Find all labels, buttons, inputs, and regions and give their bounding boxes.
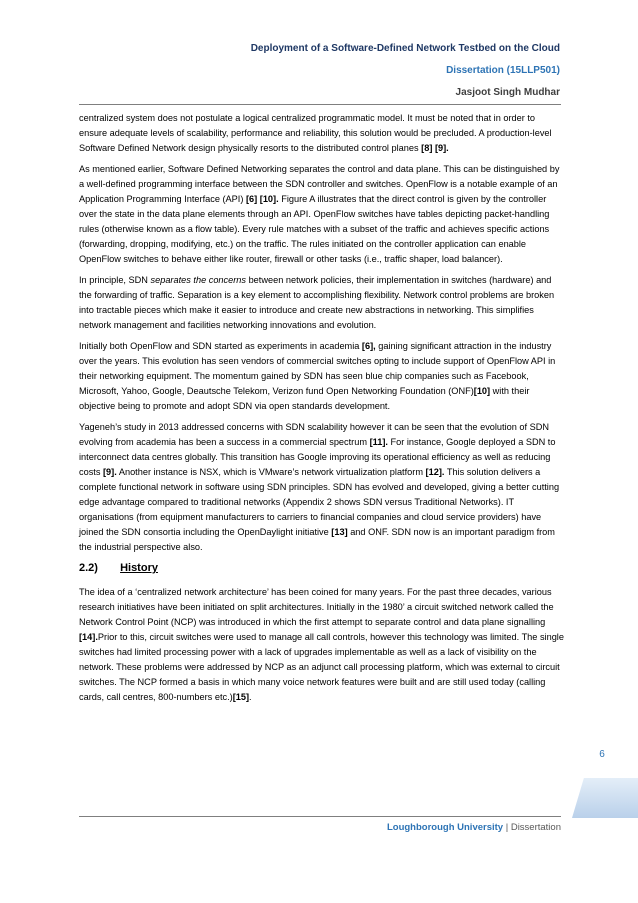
- citation-ref: [8] [9].: [421, 143, 449, 153]
- body-paragraph: [79, 420, 564, 555]
- footer-document-type: Dissertation: [510, 822, 561, 833]
- page-number: 6: [599, 749, 605, 760]
- footer: [0, 822, 561, 833]
- page-corner-tab: [572, 778, 638, 818]
- body-paragraph: [79, 162, 564, 267]
- citation-ref: [14].: [79, 632, 98, 642]
- section-title: History: [120, 562, 158, 574]
- text-run: .: [249, 692, 252, 702]
- citation-ref: [6] [10].: [245, 194, 279, 204]
- citation-ref: [9].: [103, 467, 117, 477]
- history-paragraph: [79, 585, 564, 705]
- text-run: For instance, Google deployed a SDN to interconnect data centres globally. This transition has Google improving its operational efficiency as well as reducing costs: [79, 437, 556, 477]
- header-course-code: Dissertation (15LLP501): [446, 65, 560, 76]
- text-run: centralized system does not postulate a logical centralized programmatic model. It must be noted that in order to ensure adequate levels of scalability, performance and reliability, this solution would be precluded. A production-level Software Defined Network design physically resorts to the distributed control planes: [79, 113, 552, 153]
- text-run: This solution delivers a complete functional network in software using SDN principles. SDN has evolved and developed, giving a better cutting edge advantage compared to traditional networks (Appendix 2 shows SDN versus Traditional Networks). IT organisations (from equipment manufacturers to carriers to financial companies and cloud service providers) have joined the SDN consortia including the OpenDaylight initiative: [79, 467, 560, 537]
- text-run: Yageneh’s study in 2013 addressed concerns with SDN scalability however it can be seen that the evolution of SDN evolving from academia has been a success in a commercial spectrum: [79, 422, 550, 447]
- header-rule: [79, 104, 561, 105]
- text-run: As mentioned earlier, Software Defined Networking separates the control and data plane. This can be distinguished by a well-defined programming interface between the SDN controller and switches. OpenFlow is a notable example of an Application Programming Interface (API): [79, 164, 560, 204]
- text-run: The idea of a ‘centralized network architecture’ has been coined for many years. For the past three decades, various research initiatives have been initiated on split architectures. Initially in the 1980’ a circuit switched network called the Network Control Point (NCP) was introduced in which the first attempt to separate control and data plane signalling: [79, 587, 554, 627]
- text-run: Initially both OpenFlow and SDN started as experiments in academia: [79, 341, 362, 351]
- text-run: Another instance is NSX, which is VMware’s network virtualization platform: [116, 467, 426, 477]
- page-body: [79, 111, 564, 711]
- header-title: Deployment of a Software-Defined Network Testbed on the Cloud: [250, 43, 560, 54]
- emphasis-text: separates the concerns: [150, 275, 247, 285]
- body-paragraph: [79, 339, 564, 414]
- citation-ref: [10]: [473, 386, 491, 396]
- header-author: Jasjoot Singh Mudhar: [455, 87, 560, 98]
- footer-separator: |: [503, 822, 511, 833]
- text-run: Prior to this, circuit switches were used to manage all call controls, however this technology was limited. The single switches had limited processing power with a lack of upgrades implementable as well as a lack of visibility on the network. These problems were addressed by NCP as an adjunct call processing platform, which was external to circuit switches. The NCP formed a basis in which many voice network features were built and are still used today (calling cards, call centres, 800-numbers etc.): [79, 632, 564, 702]
- citation-ref: [15]: [232, 692, 250, 702]
- text-run: with their objective being to promote and adopt SDN via open standards development.: [79, 386, 530, 411]
- text-run: Figure A illustrates that the direct control is given by the controller over the state in the data plane elements through an API. OpenFlow switches have tables depicting packet-handling rules (otherwise known as a flow table). Every rule matches with a subset of the traffic and achieves specific actions (forwarding, dropping, modifying, etc.) on the traffic. The rules initiated on the controller application can enable OpenFlow switches to behave either like router, firewall or other tasks (i.e., traffic shaper, load balancer).: [79, 194, 550, 264]
- text-run: between network policies, their implementation in switches (hardware) and the forwarding of traffic. Separation is a key element to accomplishing flexibility. Network control problems are broken into tractable pieces which make it easier to introduce and create new abstractions in networking. This simplifies network management and facilities networking innovations and evolution.: [79, 275, 555, 330]
- section-number: 2.2): [79, 562, 98, 574]
- citation-ref: [11].: [369, 437, 388, 447]
- body-paragraph: [79, 111, 564, 156]
- text-run: gaining significant attraction in the industry over the years. This evolution has seen vendors of commercial switches opting to include support of OpenFlow API in their networking equipment. The momentum gained by SDN has seen blue chip companies such as Facebook, Microsoft, Yahoo, Google, Deautsche Telekom, Verizon fund Open Networking Foundation (ONF): [79, 341, 556, 396]
- citation-ref: [13]: [331, 527, 348, 537]
- body-paragraph: [79, 273, 564, 333]
- text-run: and ONF. SDN now is an important paradigm from the industrial perspective also.: [79, 527, 555, 552]
- text-run: In principle, SDN: [79, 275, 151, 285]
- citation-ref: [12].: [425, 467, 445, 477]
- citation-ref: [6],: [361, 341, 376, 351]
- section-heading: [79, 561, 564, 576]
- footer-organization: Loughborough University: [386, 822, 504, 833]
- footer-rule: [79, 816, 561, 817]
